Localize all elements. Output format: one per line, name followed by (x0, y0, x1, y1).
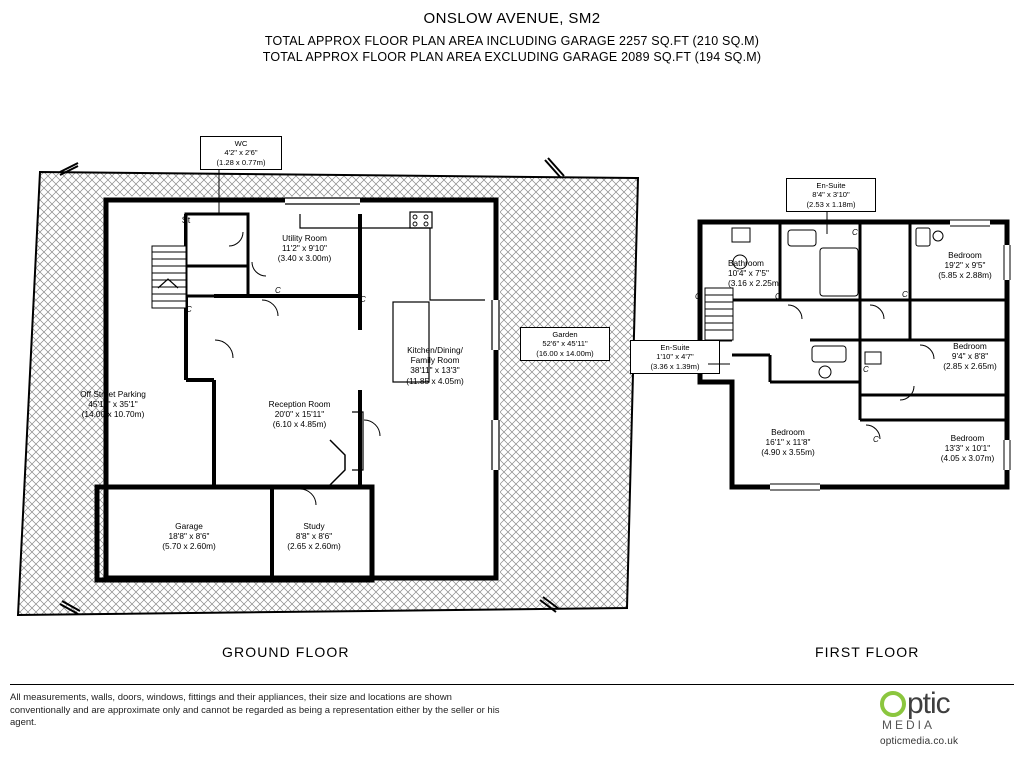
room-metric: (11.85 x 4.05m) (406, 375, 464, 386)
area-excluding-garage: TOTAL APPROX FLOOR PLAN AREA EXCLUDING GARAGE 2089 SQ.FT (194 SQ.M) (262, 50, 762, 64)
cupboard-label-ff-6: C (775, 292, 781, 301)
room-label-garage (124, 521, 254, 552)
room-label-kitchen-dining-family (370, 345, 500, 386)
callout-metric: (2.53 x 1.18m) (806, 199, 856, 209)
logo-name: ptic (907, 687, 950, 720)
room-label-bathroom (728, 258, 833, 289)
room-metric: (3.16 x 2.25m) (728, 278, 782, 289)
room-imperial: 10'4" x 7'5" (728, 268, 769, 279)
disclaimer-text: All measurements, walls, doors, windows, fittings and their appliances, their size and locations are shown conventionally and are approximate only and cannot be regarded as being a representation either by the seller or his agent. (10, 692, 500, 728)
callout-garden (520, 327, 610, 361)
callout-imperial: 4'2" x 2'6" (224, 148, 258, 158)
page-title: ONSLOW AVENUE, SM2 (423, 10, 601, 27)
callout-en-suite-mid (630, 340, 720, 374)
room-label-off-street-parking (48, 389, 178, 420)
callout-name: Garden (552, 330, 578, 339)
callout-wc (200, 136, 282, 170)
room-metric: (4.90 x 3.55m) (761, 447, 815, 458)
room-name-2: Family Room (410, 355, 460, 366)
room-metric: (2.65 x 2.60m) (287, 541, 341, 552)
first-floor-plan (620, 0, 1024, 640)
room-label-bedroom-2 (920, 341, 1020, 372)
room-name: Garage (175, 521, 203, 531)
room-name: Reception Room (268, 399, 331, 409)
room-name: Study (303, 521, 325, 531)
room-name: Kitchen/Dining/ (407, 345, 463, 355)
room-label-bedroom-4 (915, 433, 1020, 464)
room-imperial: 11'2" x 9'10" (282, 243, 327, 254)
cupboard-label-ff-3: C (695, 292, 701, 301)
first-floor-caption: FIRST FLOOR (815, 644, 920, 660)
room-name: Bedroom (948, 250, 982, 260)
logo-o-ring-icon (880, 691, 906, 717)
cupboard-label-ff-1: C (852, 228, 858, 237)
room-imperial: 9'4" x 8'8" (951, 351, 989, 362)
callout-imperial: 8'4" x 3'10" (812, 190, 850, 200)
room-metric: (3.40 x 3.00m) (277, 253, 332, 264)
en-suite-mid-leader-line (708, 360, 748, 386)
ground-floor-caption: GROUND FLOOR (222, 644, 350, 660)
callout-imperial: 52'6" x 45'11" (542, 339, 588, 349)
room-name: Bathroom (728, 258, 764, 268)
room-imperial: 20'0" x 15'11" (274, 409, 325, 420)
cupboard-label-1: C (186, 305, 192, 314)
room-metric: (2.85 x 2.65m) (943, 361, 997, 372)
room-label-utility-room (237, 233, 372, 264)
room-imperial: 8'8" x 8'6" (295, 531, 333, 542)
room-label-bedroom-1 (910, 250, 1020, 281)
cupboard-label-2: C (275, 286, 281, 295)
first-floor-walls (620, 0, 1024, 640)
cupboard-label-ff-5: C (873, 435, 879, 444)
room-name: Bedroom (950, 433, 985, 443)
room-metric: (6.10 x 4.85m) (272, 419, 327, 430)
en-suite-top-leader-line (825, 212, 865, 258)
room-imperial: 18'8" x 8'6" (168, 531, 210, 542)
wc-leader-line (216, 170, 276, 230)
room-imperial: 38'11" x 13'3" (410, 365, 460, 376)
room-imperial: 19'2" x 9'5" (944, 260, 986, 271)
room-metric: (5.85 x 2.88m) (938, 270, 992, 281)
room-metric: (14.00 x 10.70m) (81, 409, 145, 420)
callout-metric: (16.00 x 14.00m) (536, 348, 594, 358)
room-name: Off Street Parking (80, 389, 146, 399)
room-name: Bedroom (953, 341, 987, 351)
callout-metric: (1.28 x 0.77m) (216, 157, 266, 167)
callout-imperial: 1'10" x 4'7" (656, 352, 694, 362)
cupboard-label-ff-2: C (902, 290, 908, 299)
logo-wordmark (880, 688, 1010, 720)
callout-metric: (3.36 x 1.39m) (650, 361, 700, 371)
cupboard-label-ff-4: C (863, 365, 869, 374)
room-metric: (5.70 x 2.60m) (162, 541, 216, 552)
room-label-bedroom-3 (733, 427, 843, 458)
optic-media-logo (880, 688, 1010, 747)
callout-name: WC (234, 139, 248, 148)
callout-en-suite-top (786, 178, 876, 212)
callout-name: En-Suite (660, 343, 690, 352)
room-label-study (253, 521, 375, 552)
room-label-reception-room (232, 399, 367, 430)
footer-divider (10, 684, 1014, 685)
room-imperial: 16'1" x 11'8" (765, 437, 811, 448)
store-label: St (181, 215, 191, 225)
logo-url: opticmedia.co.uk (880, 736, 959, 747)
room-imperial: 13'3" x 10'1" (944, 443, 991, 454)
room-imperial: 45'11" x 35'1" (88, 399, 138, 410)
logo-subtitle: MEDIA (882, 718, 936, 732)
cupboard-label-3: C (360, 295, 366, 304)
room-name: Utility Room (282, 233, 327, 243)
callout-name: En-Suite (816, 181, 846, 190)
room-name: Bedroom (771, 427, 805, 437)
area-including-garage: TOTAL APPROX FLOOR PLAN AREA INCLUDING GARAGE 2257 SQ.FT (210 SQ.M) (264, 34, 760, 48)
room-metric: (4.05 x 3.07m) (940, 453, 995, 464)
